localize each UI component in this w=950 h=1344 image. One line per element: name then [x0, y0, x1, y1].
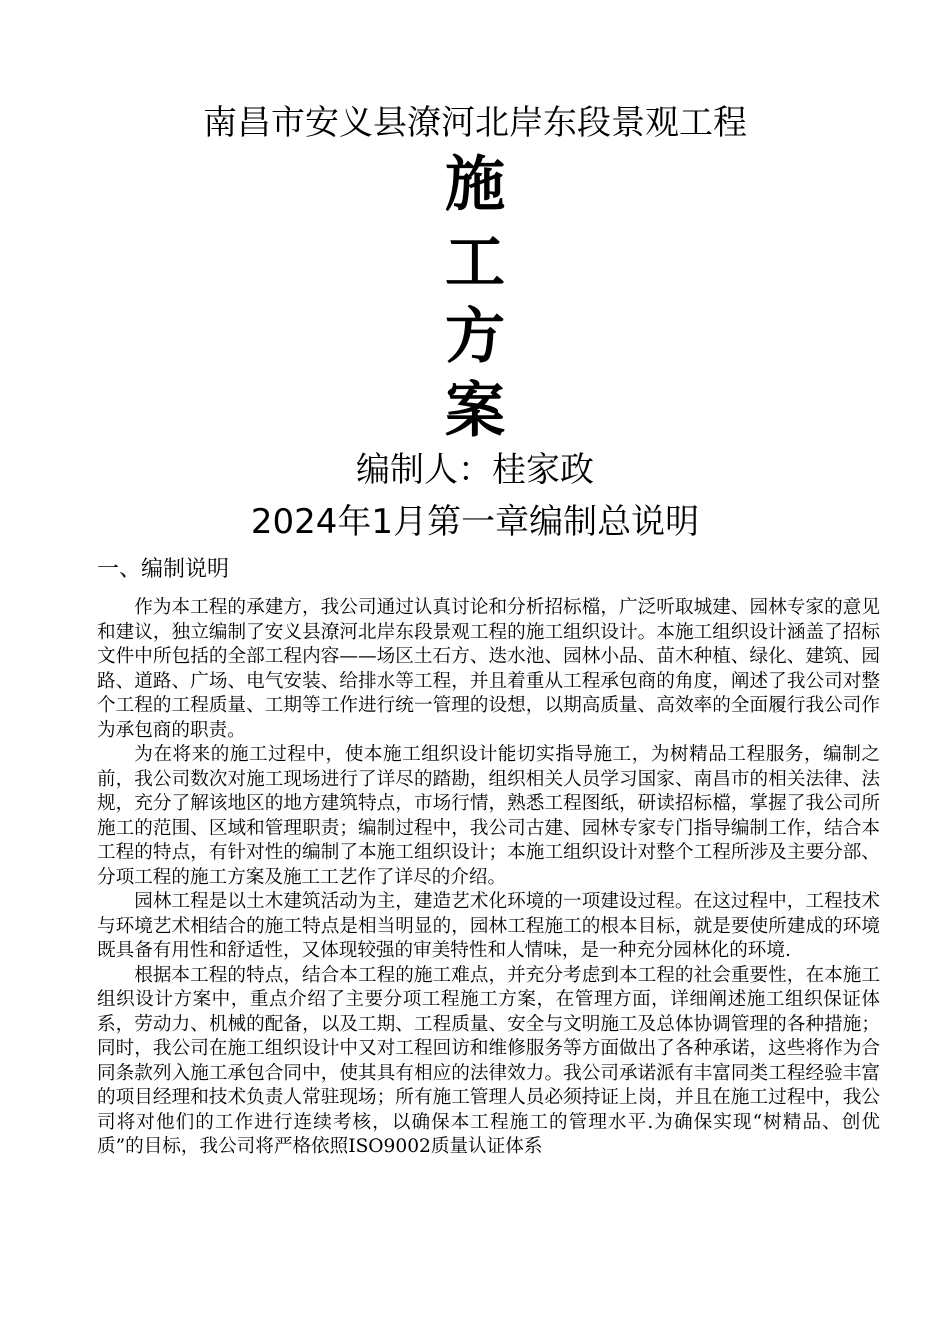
main-title-char-4: 案	[445, 376, 505, 446]
author-line: 编制人：桂家政	[356, 450, 594, 490]
body-text	[97, 596, 880, 1160]
section-heading: 一、编制说明	[97, 557, 230, 582]
paragraph-3: 园林工程是以土木建筑活动为主，建造艺术化环境的一项建设过程。在这过程中，工程技术与环境艺术相结合的施工特点是相当明显的，园林工程施工的根本目标，就是要使所建成的环境既具备有用性和舒适性，又体现较强的审美特性和人情味，是一种充分园林化的环境.	[97, 891, 880, 961]
date-chapter-heading: 2024年1月第一章编制总说明	[250, 502, 700, 542]
main-title-char-1: 施	[445, 150, 505, 220]
main-title-char-3: 方	[445, 302, 505, 372]
project-title: 南昌市安义县潦河北岸东段景观工程	[203, 103, 747, 143]
main-title-char-2: 工	[445, 228, 505, 298]
paragraph-2: 为在将来的施工过程中，使本施工组织设计能切实指导施工，为树精品工程服务，编制之前，我公司数次对施工现场进行了详尽的踏勘，组织相关人员学习国家、南昌市的相关法律、法规，充分了解该地区的地方建筑特点，市场行情，熟悉工程图纸，研读招标檔，掌握了我公司所施工的范围、区域和管理职责；编制过程中，我公司古建、园林专家专门指导编制工作，结合本工程的特点，有针对性的编制了本施工组织设计；本施工组织设计对整个工程所涉及主要分部、分项工程的施工方案及施工工艺作了详尽的介绍。	[97, 744, 880, 888]
paragraph-4: 根据本工程的特点，结合本工程的施工难点，并充分考虑到本工程的社会重要性，在本施工组织设计方案中，重点介绍了主要分项工程施工方案，在管理方面，详细阐述施工组织保证体系，劳动力、机械的配备，以及工期、工程质量、安全与文明施工及总体协调管理的各种措施；同时，我公司在施工组织设计中又对工程回访和维修服务等方面做出了各种承诺，这些将作为合同条款列入施工承包合同中，使其具有相应的法律效力。我公司承诺派有丰富同类工程经验丰富的项目经理和技术负责人常驻现场；所有施工管理人员必须持证上岗，并且在施工过程中，我公司将对他们的工作进行连续考核，以确保本工程施工的管理水平.为确保实现“树精品、创优质”的目标，我公司将严格依照ISO9002质量认证体系	[97, 964, 880, 1157]
paragraph-1: 作为本工程的承建方，我公司通过认真讨论和分析招标檔，广泛听取城建、园林专家的意见和建议，独立编制了安义县潦河北岸东段景观工程的施工组织设计。本施工组织设计涵盖了招标文件中所包括的全部工程内容——场区土石方、迭水池、园林小品、苗木种植、绿化、建筑、园路、道路、广场、电气安装、给排水等工程，并且着重从工程承包商的角度，阐述了我公司对整个工程的工程质量、工期等工作进行统一管理的设想，以期高质量、高效率的全面履行我公司作为承包商的职责。	[97, 597, 880, 741]
